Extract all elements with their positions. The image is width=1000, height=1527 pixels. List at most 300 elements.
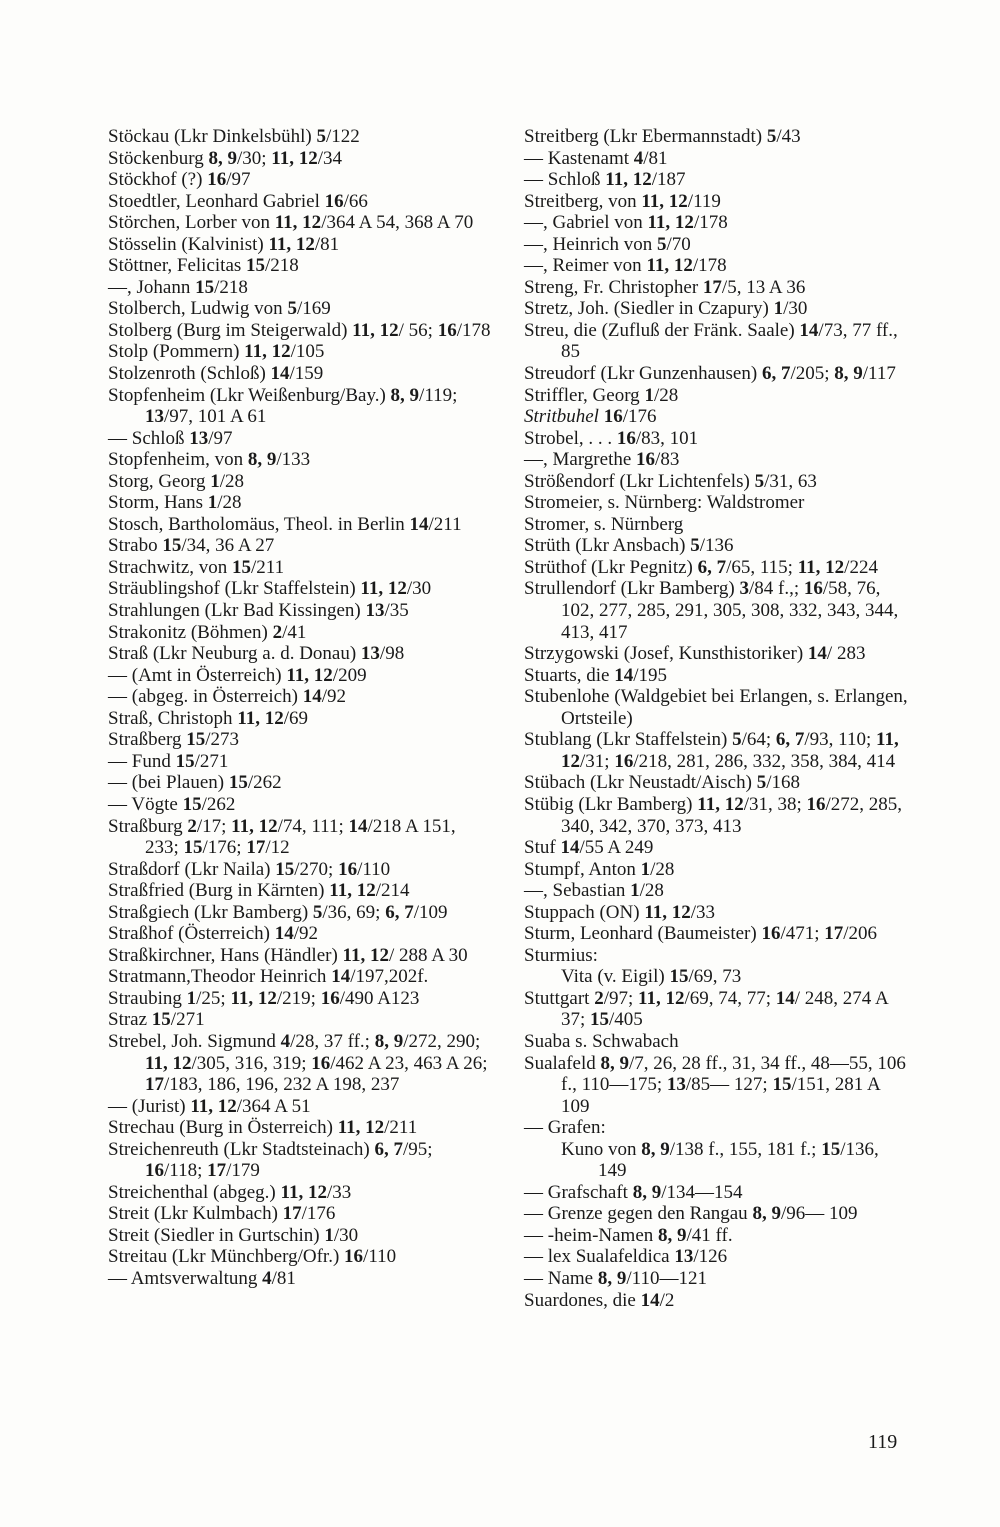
index-entry bbox=[524, 234, 909, 256]
entry-text: Strachwitz, von bbox=[108, 556, 233, 578]
index-column-left bbox=[108, 126, 493, 1290]
entry-text: /81 bbox=[643, 147, 668, 169]
entry-text: Straßfried (Burg in Kärnten) bbox=[108, 880, 330, 902]
page-reference: 11, 12 bbox=[352, 319, 399, 341]
entry-text: /219; bbox=[276, 987, 321, 1009]
entry-text: Strüthof (Lkr Pegnitz) bbox=[524, 556, 698, 578]
index-entry bbox=[108, 600, 493, 622]
page-reference: 16 bbox=[207, 169, 227, 191]
page-reference: 15 bbox=[195, 276, 215, 298]
index-entry bbox=[524, 428, 909, 450]
entry-text: /211 bbox=[428, 513, 462, 535]
entry-text: /97; bbox=[603, 987, 639, 1009]
entry-text: Striffler, Georg bbox=[524, 384, 645, 406]
entry-text: Straßburg bbox=[108, 815, 188, 837]
index-entry bbox=[524, 126, 909, 148]
index-entry bbox=[108, 772, 493, 794]
page-reference: 16 bbox=[344, 1246, 364, 1268]
page-reference: 14 bbox=[799, 319, 819, 341]
index-entry bbox=[524, 255, 909, 277]
page-reference: 5 bbox=[732, 729, 742, 751]
index-entry bbox=[524, 385, 909, 407]
entry-text: /195 bbox=[633, 664, 668, 686]
entry-text: /105 bbox=[290, 341, 325, 363]
page-reference: 17 bbox=[282, 1203, 302, 1225]
page-reference: 11, 12 bbox=[641, 190, 688, 212]
page-reference: 14 bbox=[270, 363, 290, 385]
entry-text: Straßdorf (Lkr Naila) bbox=[108, 858, 276, 880]
entry-text: /110—121 bbox=[626, 1267, 707, 1289]
index-entry bbox=[524, 492, 909, 514]
entry-text: Stromeier, s. Nürnberg: Waldstromer bbox=[524, 492, 805, 514]
entry-text: /178 bbox=[456, 319, 491, 341]
entry-text: /262 bbox=[201, 793, 236, 815]
index-entry bbox=[108, 126, 493, 148]
page-reference: 11, 12 bbox=[337, 1117, 385, 1139]
index-entry bbox=[524, 1031, 909, 1053]
page-reference: 11, 12 bbox=[797, 556, 845, 578]
entry-text: /43 bbox=[776, 126, 801, 147]
index-entry bbox=[108, 1009, 493, 1031]
index-entry bbox=[108, 255, 493, 277]
page-reference: 15 bbox=[228, 772, 248, 794]
index-entry bbox=[524, 535, 909, 557]
page-reference: 14 bbox=[560, 837, 580, 859]
index-entry bbox=[524, 1053, 909, 1118]
page-reference: 15 bbox=[151, 1009, 171, 1031]
entry-text: Sturm, Leonhard (Baumeister) bbox=[524, 923, 762, 945]
index-entry bbox=[108, 514, 493, 536]
index-entry bbox=[108, 212, 493, 234]
entry-text: /262 bbox=[247, 772, 282, 794]
entry-text: /30; bbox=[236, 147, 272, 169]
index-entry bbox=[108, 902, 493, 924]
index-entry bbox=[524, 212, 909, 234]
page-reference: 6, 7 bbox=[374, 1138, 403, 1160]
entry-text: —, Reimer von bbox=[524, 255, 647, 277]
page-reference: 15 bbox=[821, 1138, 841, 1160]
page-reference: 15 bbox=[669, 966, 689, 988]
index-entry bbox=[524, 902, 909, 924]
entry-text: Suardones, die bbox=[524, 1289, 641, 1311]
page-reference: 1 bbox=[210, 470, 220, 492]
entry-text: /471; bbox=[780, 923, 825, 945]
index-entry bbox=[524, 729, 909, 772]
index-entry bbox=[108, 945, 493, 967]
index-entry bbox=[108, 988, 493, 1010]
entry-text: / 288 A 30 bbox=[389, 944, 468, 966]
page-reference: 16 bbox=[603, 406, 623, 428]
entry-text: Streu, die (Zufluß der Fränk. Saale) bbox=[524, 319, 800, 341]
page-reference: 11, 12 bbox=[244, 341, 291, 363]
page-reference: 11, 12 bbox=[342, 944, 389, 966]
entry-text: /211 bbox=[384, 1117, 418, 1139]
entry-text: /272, 285, 340, 342, 370, 373, 413 bbox=[561, 793, 903, 837]
entry-text: Stosch, Bartholomäus, Theol. in Berlin bbox=[108, 513, 410, 535]
entry-text: /98 bbox=[379, 643, 405, 665]
entry-text: /462 A 23, 463 A 26; bbox=[330, 1052, 488, 1074]
entry-text: Stretz, Joh. (Siedler in Czapury) bbox=[524, 298, 774, 320]
page-reference: 6, 7 bbox=[775, 729, 805, 751]
entry-text: Strullendorf (Lkr Bamberg) bbox=[524, 578, 740, 600]
entry-text: /109 bbox=[413, 901, 448, 923]
page-reference: 17 bbox=[824, 923, 844, 945]
page-reference: 16 bbox=[761, 923, 781, 945]
page-reference: 11, 12 bbox=[647, 212, 694, 234]
entry-text: Streitberg (Lkr Ebermannstadt) bbox=[524, 126, 767, 147]
entry-text: /119; bbox=[419, 384, 458, 406]
italic-term: Stritbuhel bbox=[524, 406, 599, 428]
page-reference: 11, 12 bbox=[360, 578, 407, 600]
page-reference: 16 bbox=[311, 1052, 331, 1074]
entry-text: Stuppach (ON) bbox=[524, 901, 645, 923]
entry-text: /17; bbox=[196, 815, 232, 837]
page-reference: 11, 12 bbox=[646, 255, 693, 277]
page-reference: 17 bbox=[702, 276, 722, 298]
index-entry bbox=[524, 923, 909, 945]
page-reference: 1 bbox=[773, 298, 784, 320]
page-reference: 15 bbox=[246, 255, 266, 277]
page-reference: 13 bbox=[365, 600, 385, 622]
entry-text: — (abgeg. in Österreich) bbox=[108, 686, 303, 708]
entry-text: /30 bbox=[406, 578, 432, 600]
entry-text: Stöckau (Lkr Dinkelsbühl) bbox=[108, 126, 317, 147]
entry-text: /28 bbox=[653, 384, 679, 406]
entry-text: / 56; bbox=[398, 319, 438, 341]
page-reference: 15 bbox=[182, 793, 202, 815]
entry-text: — Grenze gegen den Rangau bbox=[524, 1203, 753, 1225]
entry-text: /218 bbox=[265, 255, 299, 277]
index-entry bbox=[108, 191, 493, 213]
page-reference: 16 bbox=[803, 578, 823, 600]
entry-text: Stumpf, Anton bbox=[524, 858, 641, 880]
entry-text: /55 A 249 bbox=[579, 837, 654, 859]
entry-text: Straßgiech (Lkr Bamberg) bbox=[108, 901, 313, 923]
entry-text: / 248, 274 A 37; bbox=[561, 987, 888, 1031]
entry-text: /122 bbox=[325, 126, 360, 147]
page-reference: 11, 12 bbox=[190, 1095, 237, 1117]
entry-text: /168 bbox=[766, 772, 800, 794]
index-entry bbox=[108, 385, 493, 428]
entry-text: /305, 316, 319; bbox=[191, 1052, 312, 1074]
page-reference: 11, 12 bbox=[329, 880, 376, 902]
entry-text: /218 bbox=[214, 276, 248, 298]
page-reference: 14 bbox=[348, 815, 368, 837]
entry-text: / 283 bbox=[826, 643, 866, 665]
page-reference: 14 bbox=[409, 513, 429, 535]
entry-text: /97, 101 A 61 bbox=[164, 406, 267, 428]
index-entry bbox=[108, 428, 493, 450]
page-reference: 17 bbox=[246, 837, 266, 859]
entry-text: Straubing bbox=[108, 987, 187, 1009]
page-reference: 11, 12 bbox=[230, 987, 277, 1009]
index-entry bbox=[524, 363, 909, 385]
page-reference: 13 bbox=[145, 406, 164, 428]
entry-text: Storg, Georg bbox=[108, 470, 211, 492]
entry-text: /169 bbox=[296, 298, 331, 320]
entry-text: /126 bbox=[693, 1246, 728, 1268]
index-entry bbox=[108, 1117, 493, 1139]
entry-text: /69, 74, 77; bbox=[684, 987, 776, 1009]
page-reference: 5 bbox=[656, 233, 667, 255]
entry-text: /81 bbox=[314, 233, 340, 255]
entry-text: Stopfenheim (Lkr Weißenburg/Bay.) bbox=[108, 384, 391, 406]
page-reference: 8, 9 bbox=[390, 384, 420, 406]
page-reference: 1 bbox=[207, 492, 218, 514]
entry-text: Störchen, Lorber von bbox=[108, 212, 275, 234]
index-entry bbox=[108, 535, 493, 557]
index-entry bbox=[108, 1182, 493, 1204]
entry-text: /81 bbox=[271, 1267, 296, 1289]
page-reference: 8, 9 bbox=[752, 1203, 781, 1225]
entry-text: /183, 186, 196, 232 A 198, 237 bbox=[164, 1074, 400, 1096]
index-entry bbox=[108, 923, 493, 945]
entry-text: /69, 73 bbox=[688, 966, 742, 988]
page-reference: 13 bbox=[666, 1074, 686, 1096]
page-reference: 11, 12 bbox=[697, 793, 744, 815]
index-entry bbox=[108, 1225, 493, 1247]
page-reference: 14 bbox=[640, 1289, 660, 1311]
entry-text: —, Margrethe bbox=[524, 449, 637, 471]
page-reference: 8, 9 bbox=[641, 1138, 670, 1160]
page-reference: 5 bbox=[766, 126, 777, 147]
entry-text: /58, 76, 102, 277, 285, 291, 305, 308, 332, 343, 344, 413, 417 bbox=[561, 578, 899, 643]
page-reference: 11, 12 bbox=[274, 212, 322, 234]
entry-text: /364 A 51 bbox=[236, 1095, 311, 1117]
entry-text: — Schloß bbox=[524, 169, 606, 191]
page-reference: 11, 12 bbox=[605, 169, 652, 191]
page-reference: 5 bbox=[312, 901, 323, 923]
index-entry bbox=[524, 665, 909, 687]
entry-text: Strößendorf (Lkr Lichtenfels) bbox=[524, 470, 755, 492]
index-entry bbox=[108, 298, 493, 320]
entry-text: Streichenreuth (Lkr Stadtsteinach) bbox=[108, 1138, 375, 1160]
entry-text: — Fund bbox=[108, 750, 176, 772]
entry-text: /136, 149 bbox=[598, 1138, 879, 1182]
page-reference: 1 bbox=[324, 1224, 334, 1246]
index-entry bbox=[524, 406, 909, 428]
page-reference: 16 bbox=[636, 449, 656, 471]
page-reference: 11, 12 bbox=[280, 1181, 327, 1203]
index-entry bbox=[524, 966, 909, 988]
entry-text: /28 bbox=[639, 880, 664, 902]
page-reference: 17 bbox=[207, 1160, 227, 1182]
page-reference: 11, 12 bbox=[644, 901, 691, 923]
entry-text: — lex Sualafeldica bbox=[524, 1246, 675, 1268]
page-reference: 6, 7 bbox=[697, 556, 727, 578]
index-entry bbox=[108, 492, 493, 514]
entry-text: /30 bbox=[783, 298, 808, 320]
index-entry bbox=[108, 751, 493, 773]
entry-text: /93, 110; bbox=[804, 729, 877, 751]
entry-text: /218 A 151, 233; bbox=[145, 815, 456, 859]
entry-text: /119 bbox=[687, 190, 721, 212]
entry-text: /28 bbox=[650, 858, 675, 880]
page-reference: 8, 9 bbox=[597, 1267, 627, 1289]
entry-text: /41 ff. bbox=[686, 1224, 733, 1246]
page-reference: 14 bbox=[807, 643, 827, 665]
entry-text: Stösselin (Kalvinist) bbox=[108, 233, 269, 255]
entry-text: Stratmann,Theodor Heinrich bbox=[108, 966, 332, 988]
page-reference: 11, 12 bbox=[271, 147, 318, 169]
entry-text: /30 bbox=[333, 1224, 359, 1246]
entry-text: — -heim-Namen bbox=[524, 1224, 659, 1246]
entry-text: /92 bbox=[321, 686, 346, 708]
page-reference: 5 bbox=[287, 298, 297, 320]
entry-text: /211 bbox=[251, 556, 285, 578]
entry-text: /270; bbox=[294, 858, 339, 880]
entry-text: — Schloß bbox=[108, 427, 190, 449]
index-entry bbox=[108, 966, 493, 988]
index-entry bbox=[108, 794, 493, 816]
page-reference: 15 bbox=[590, 1009, 610, 1031]
entry-text: /271 bbox=[194, 750, 229, 772]
index-entry bbox=[108, 1246, 493, 1268]
index-entry bbox=[108, 1268, 493, 1290]
page-reference: 4 bbox=[280, 1030, 291, 1052]
page-reference: 1 bbox=[630, 880, 640, 902]
index-entry bbox=[108, 622, 493, 644]
entry-text: Strechau (Burg in Österreich) bbox=[108, 1117, 338, 1139]
index-entry bbox=[108, 1031, 493, 1096]
page-reference: 14 bbox=[331, 966, 351, 988]
entry-text: /176 bbox=[301, 1203, 336, 1225]
entry-text: /65, 115; bbox=[726, 556, 798, 578]
entry-text: —, Gabriel von bbox=[524, 212, 648, 234]
entry-text: Straz bbox=[108, 1009, 152, 1031]
entry-text: — (bei Plauen) bbox=[108, 772, 229, 794]
entry-text: /197,202f. bbox=[350, 966, 429, 988]
entry-text: /405 bbox=[609, 1009, 643, 1031]
page-reference: 15 bbox=[183, 837, 203, 859]
index-entry bbox=[524, 837, 909, 859]
entry-text: Strakonitz (Böhmen) bbox=[108, 621, 273, 643]
index-entry bbox=[524, 277, 909, 299]
page-reference: 11, 12 bbox=[231, 815, 278, 837]
entry-text: /490 A123 bbox=[339, 987, 420, 1009]
page-reference: 2 bbox=[594, 987, 604, 1009]
index-entry bbox=[108, 148, 493, 170]
page-reference: 5 bbox=[316, 126, 326, 147]
entry-text: Stopfenheim, von bbox=[108, 449, 248, 471]
entry-text: — Kastenamt bbox=[524, 147, 634, 169]
page-reference: 16 bbox=[145, 1160, 164, 1182]
page-reference: 16 bbox=[437, 319, 457, 341]
entry-text: /34 bbox=[317, 147, 342, 169]
entry-text: Streit (Siedler in Gurtschin) bbox=[108, 1224, 325, 1246]
entry-text: —, Sebastian bbox=[524, 880, 631, 902]
entry-text: Kuno von bbox=[561, 1138, 642, 1160]
page-reference: 11, 12 bbox=[268, 233, 315, 255]
index-entry bbox=[524, 945, 909, 967]
entry-text: /35 bbox=[384, 600, 409, 622]
page-reference: 8, 9 bbox=[600, 1052, 630, 1074]
page-reference: 16 bbox=[614, 750, 634, 772]
entry-text: /178 bbox=[692, 255, 727, 277]
entry-text: /187 bbox=[651, 169, 686, 191]
index-entry bbox=[108, 449, 493, 471]
page-reference: 16 bbox=[324, 190, 344, 212]
page-reference: 8, 9 bbox=[247, 449, 277, 471]
entry-text: /151, 281 A 109 bbox=[561, 1074, 880, 1117]
index-entry bbox=[524, 1117, 909, 1139]
entry-text: /34, 36 A 27 bbox=[181, 535, 275, 557]
entry-text: Stöckenburg bbox=[108, 147, 209, 169]
page-reference: 4 bbox=[633, 147, 644, 169]
index-entry bbox=[108, 169, 493, 191]
entry-text: /66 bbox=[343, 190, 368, 212]
entry-text: /110 bbox=[357, 858, 391, 880]
entry-text: — Name bbox=[524, 1267, 598, 1289]
entry-text: /133 bbox=[276, 449, 311, 471]
entry-text: /214 bbox=[375, 880, 410, 902]
entry-text: Stuarts, die bbox=[524, 664, 615, 686]
index-entry bbox=[108, 320, 493, 342]
entry-text: — (Jurist) bbox=[108, 1095, 191, 1117]
index-entry bbox=[524, 772, 909, 794]
index-entry bbox=[108, 578, 493, 600]
entry-text: Strüth (Lkr Ansbach) bbox=[524, 535, 691, 557]
index-entry bbox=[524, 557, 909, 579]
entry-text: Stöckhof (?) bbox=[108, 169, 208, 191]
page-reference: 14 bbox=[614, 664, 634, 686]
entry-text: /176; bbox=[202, 837, 247, 859]
index-entry bbox=[108, 1139, 493, 1182]
page-reference: 11, 12 bbox=[286, 664, 333, 686]
entry-text: — Grafen: bbox=[524, 1117, 606, 1139]
page-reference: 1 bbox=[644, 384, 654, 406]
entry-text: Strobel, . . . bbox=[524, 427, 617, 449]
entry-text: /97 bbox=[226, 169, 251, 191]
index-entry bbox=[108, 277, 493, 299]
page-reference: 13 bbox=[674, 1246, 694, 1268]
index-entry bbox=[524, 1246, 909, 1268]
entry-text: /33 bbox=[326, 1181, 352, 1203]
page-reference: 15 bbox=[772, 1074, 792, 1096]
entry-text: — Grafschaft bbox=[524, 1181, 633, 1203]
page-reference: 1 bbox=[186, 987, 197, 1009]
entry-text: /74, 111; bbox=[277, 815, 349, 837]
entry-text: /7, 26, 28 ff., 31, 34 ff., 48—55, 106 f., 110—175; bbox=[561, 1052, 906, 1096]
index-entry bbox=[524, 880, 909, 902]
entry-text: /36, 69; bbox=[322, 901, 386, 923]
index-entry bbox=[524, 471, 909, 493]
entry-text: /134—154 bbox=[661, 1181, 743, 1203]
index-entry bbox=[524, 1268, 909, 1290]
entry-text: /96— 109 bbox=[780, 1203, 858, 1225]
page-reference: 16 bbox=[320, 987, 340, 1009]
entry-text: Straßkirchner, Hans (Händler) bbox=[108, 944, 343, 966]
index-entry bbox=[524, 988, 909, 1031]
entry-text: /41 bbox=[282, 621, 307, 643]
entry-text: /28 bbox=[219, 470, 244, 492]
page-reference: 11, 12 bbox=[638, 987, 685, 1009]
entry-text: /205; bbox=[790, 363, 835, 385]
entry-text: /136 bbox=[699, 535, 734, 557]
entry-text: /83 bbox=[655, 449, 680, 471]
page-reference: 17 bbox=[145, 1074, 164, 1096]
entry-text: /364 A 54, 368 A 70 bbox=[321, 212, 474, 234]
index-entry bbox=[524, 449, 909, 471]
page-reference: 15 bbox=[175, 750, 195, 772]
entry-text: /138 f., 155, 181 f.; bbox=[669, 1138, 822, 1160]
page-reference: 5 bbox=[754, 470, 765, 492]
entry-text: /176 bbox=[622, 406, 657, 428]
entry-text: /31; bbox=[580, 750, 615, 772]
page-reference: 5 bbox=[690, 535, 700, 557]
page-reference: 16 bbox=[616, 427, 636, 449]
entry-text: Streichenthal (abgeg.) bbox=[108, 1181, 281, 1203]
